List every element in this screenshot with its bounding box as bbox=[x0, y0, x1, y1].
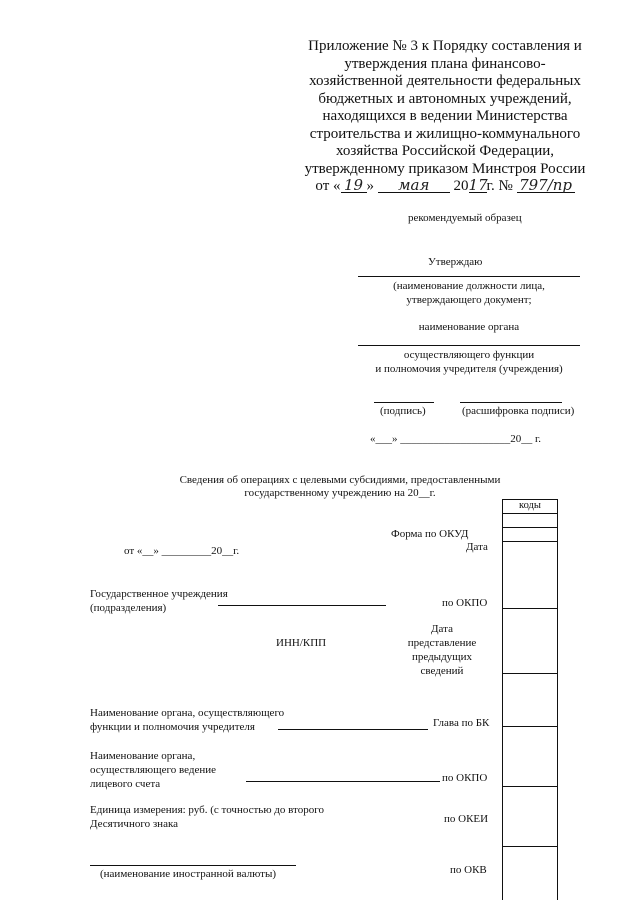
glava-label: Глава по БК bbox=[433, 717, 490, 729]
header-line: находящихся в ведении Министерства bbox=[322, 108, 568, 124]
code-cell-okud bbox=[503, 513, 557, 514]
organ-hint: наименование органа bbox=[418, 321, 520, 333]
signature-hint: (подпись) bbox=[380, 405, 426, 417]
code-cell-date bbox=[503, 527, 557, 528]
organ-line bbox=[358, 345, 580, 346]
order-month: мая bbox=[378, 178, 450, 193]
code-cell-okei bbox=[503, 846, 557, 847]
header-line: бюджетных и автономных учреждений, bbox=[318, 90, 572, 107]
functions-hint: осуществляющего функции и полномочия учредителя (учреждения) bbox=[375, 349, 563, 375]
institution-line bbox=[218, 605, 386, 606]
decode-hint: (расшифровка подписи) bbox=[462, 405, 575, 417]
unit-label: Единица измерения: руб. (с точностью до второго Десятичного знака bbox=[90, 804, 324, 830]
code-cell-glava bbox=[503, 726, 557, 727]
okpo2-label: по ОКПО bbox=[442, 772, 488, 784]
order-year: 17 bbox=[468, 176, 488, 194]
okv-label: по ОКВ bbox=[450, 864, 487, 876]
position-hint: (наименование должности лица, утверждающего документ; bbox=[393, 280, 545, 306]
okud-label: Форма по ОКУД bbox=[391, 528, 469, 540]
form-title: Сведения об операциях с целевыми субсидиями, предоставленными государственному учреждению на 20__г. bbox=[179, 474, 501, 499]
code-cell-okpo2 bbox=[503, 786, 557, 787]
currency-line bbox=[90, 865, 296, 866]
code-cell-okpo bbox=[503, 608, 557, 609]
codes-header: коды bbox=[519, 500, 541, 511]
header-line: Приложение № 3 к Порядку составления и bbox=[308, 38, 582, 54]
date-label: Дата bbox=[466, 541, 488, 553]
order-date-line: от « 19 » мая 2017г. № 797/пр bbox=[300, 178, 590, 196]
appendix-header bbox=[300, 38, 590, 196]
sample-label: рекомендуемый образец bbox=[408, 212, 522, 224]
header-line: утвержденному приказом Минстроя России bbox=[304, 160, 586, 177]
institution-label: Государственное учреждения (подразделения) bbox=[90, 588, 228, 614]
header-line: строительства и жилищно-коммунального bbox=[309, 125, 581, 142]
header-line: хозяйства Российской Федерации, bbox=[335, 143, 555, 159]
okpo-label: по ОКПО bbox=[442, 597, 488, 609]
form-date-line: от «__» _________20__г. bbox=[124, 545, 240, 557]
prev-submission-label: Дата представление предыдущих сведений bbox=[407, 623, 477, 677]
signature-line bbox=[374, 402, 434, 403]
account-label: Наименование органа, осуществляющего ведение лицевого счета bbox=[90, 750, 216, 790]
codes-column bbox=[502, 499, 558, 900]
order-day: 19 bbox=[341, 178, 367, 193]
inn-label: ИНН/КПП bbox=[276, 637, 327, 649]
position-line bbox=[358, 276, 580, 277]
approve-title: Утверждаю bbox=[428, 256, 483, 268]
account-line bbox=[246, 781, 440, 782]
order-number: 797/пр bbox=[517, 178, 575, 193]
founder-label: Наименование органа, осуществляющего функции и полномочия учредителя bbox=[90, 707, 285, 733]
currency-hint: (наименование иностранной валюты) bbox=[100, 868, 276, 880]
okei-label: по ОКЕИ bbox=[444, 813, 489, 825]
approve-date-line: «___» ____________________20__ г. bbox=[370, 433, 542, 445]
header-line: хозяйственной деятельности федеральных bbox=[309, 73, 581, 89]
code-cell-sep bbox=[503, 541, 557, 542]
header-line: утверждения плана финансово- bbox=[344, 55, 546, 72]
code-cell-prev bbox=[503, 673, 557, 674]
founder-line bbox=[278, 729, 428, 730]
decode-line bbox=[460, 402, 562, 403]
